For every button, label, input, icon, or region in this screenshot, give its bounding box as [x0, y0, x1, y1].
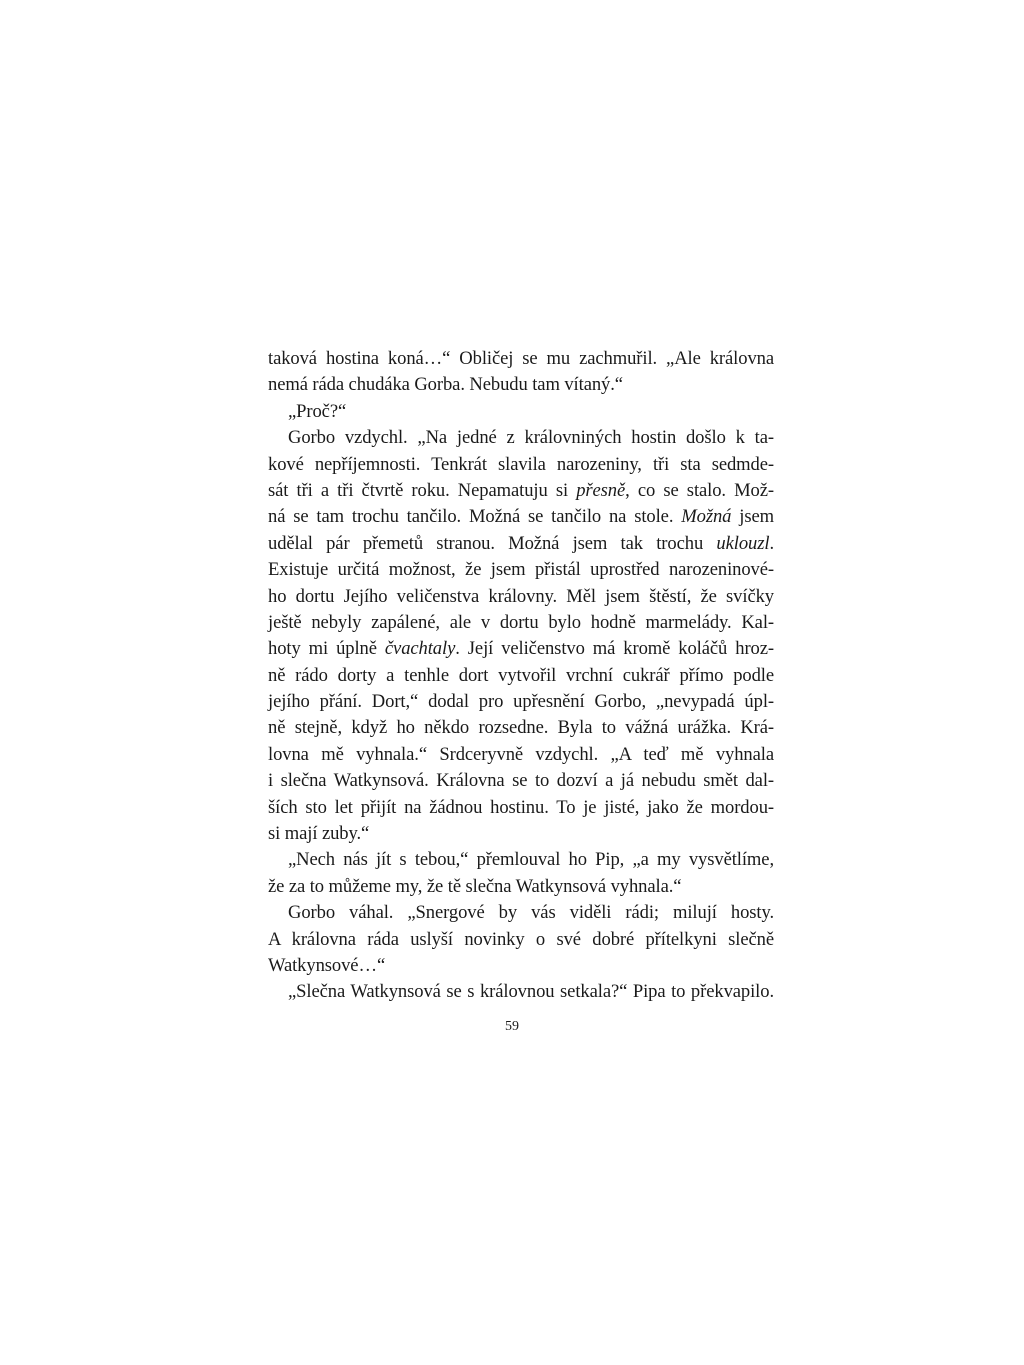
text-line — [268, 636, 774, 662]
text-line: i slečna Watkynsová. Královna se to dozví a já nebudu smět dal- — [268, 770, 774, 792]
emphasis-text: čvachtaly — [384, 638, 456, 660]
body-text — [268, 346, 774, 1006]
emphasis-text: přesně — [576, 479, 626, 501]
text-segment: sát tři a tři čtvrtě roku. Nepamatuju si — [268, 479, 577, 501]
text-line: Gorbo vzdychl. „Na jedné z královniných hostin došlo k ta- — [288, 427, 774, 449]
text-segment: . — [769, 532, 774, 554]
text-line: lovna mě vyhnala.“ Srdceryvně vzdychl. „A teď mě vyhnala — [268, 743, 774, 765]
text-segment: ná se tam trochu tančilo. Možná se tančilo na stole. — [268, 506, 682, 528]
text-line: Gorbo váhal. „Snergové by vás viděli rádi; milují hosty. — [288, 902, 774, 924]
text-line: ještě nebyly zapálené, ale v dortu bylo hodně marmelády. Kal- — [268, 611, 774, 633]
text-line: Watkynsové…“ — [268, 954, 386, 976]
text-line: „Nech nás jít s tebou,“ přemlouval ho Pip, „a my vysvětlíme, — [288, 849, 774, 871]
text-line: že za to můžeme my, že tě slečna Watkynsová vyhnala.“ — [268, 875, 682, 897]
text-line: ho dortu Jejího veličenstva královny. Měl jsem štěstí, že svíčky — [268, 585, 774, 607]
text-line: Existuje určitá možnost, že jsem přistál uprostřed narozeninové- — [268, 559, 774, 581]
text-line: taková hostina koná…“ Obličej se mu zachmuřil. „Ale královna — [268, 348, 774, 369]
text-line: ně rádo dorty a tenhle dort vytvořil vrchní cukrář přímo podle — [268, 664, 774, 686]
text-line: „Slečna Watkynsová se s královnou setkala?“ Pipa to překvapilo. — [288, 981, 774, 1003]
text-line: kové nepříjemnosti. Tenkrát slavila narozeniny, tři sta sedmde- — [268, 453, 774, 475]
page-number: 59 — [505, 1019, 519, 1034]
text-segment: , co se stalo. Mož- — [625, 479, 774, 501]
text-line: nemá ráda chudáka Gorba. Nebudu tam vítaný.“ — [268, 374, 623, 396]
text-line: si mají zuby.“ — [268, 823, 370, 845]
text-segment: hoty mi úplně — [268, 638, 385, 660]
text-line — [268, 531, 774, 557]
text-line: A královna ráda uslyší novinky o své dobré přítelkyni slečně — [268, 928, 774, 950]
emphasis-text: uklouzl — [716, 532, 770, 554]
text-line: ších sto let přijít na žádnou hostinu. To je jisté, jako že mordou- — [268, 796, 774, 818]
text-line: jejího přání. Dort,“ dodal pro upřesnění Gorbo, „nevypadá úpl- — [268, 691, 774, 713]
text-segment: . Její veličenstvo má kromě koláčů hroz- — [455, 638, 774, 660]
text-line — [268, 478, 774, 504]
text-segment: jsem — [731, 506, 774, 528]
text-line: ně stejně, když ho někdo rozsedne. Byla to vážná urážka. Krá- — [268, 717, 774, 739]
text-line: „Proč?“ — [288, 400, 347, 422]
text-line — [268, 504, 774, 530]
emphasis-text: Možná — [681, 506, 732, 528]
text-segment: udělal pár přemetů stranou. Možná jsem tak trochu — [268, 532, 717, 554]
